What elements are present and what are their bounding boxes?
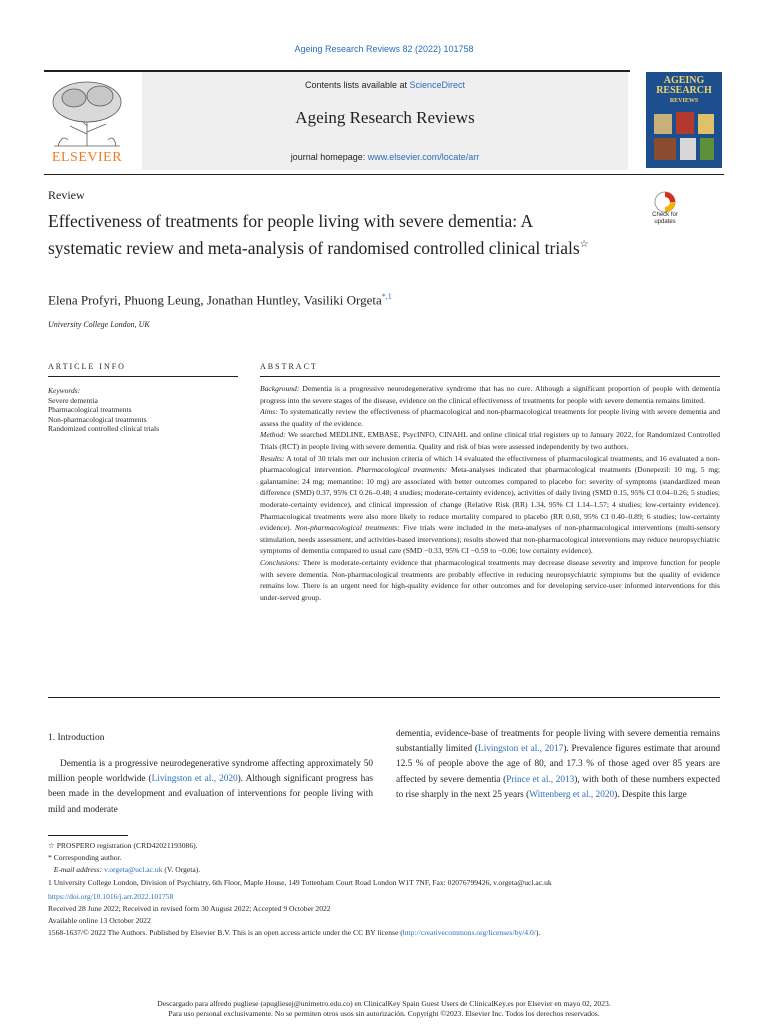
contents-line xyxy=(142,80,628,90)
footnote-corresponding: * Corresponding author. xyxy=(48,853,122,863)
email-tail: (V. Orgeta). xyxy=(162,865,201,875)
contents-prefix: Contents lists available at xyxy=(304,80,410,90)
keyword-item: Severe dementia xyxy=(48,395,98,405)
header-rule xyxy=(44,174,724,175)
intro-left-column xyxy=(48,757,373,818)
abstract-body xyxy=(260,383,720,603)
cover-artwork xyxy=(650,110,718,164)
author-marks[interactable]: *,1 xyxy=(381,292,392,301)
intro-text: ). Prevalence figures estimate that around 12.5 % of people above the age of 80, and 17.3 % of those aged over 85 years are affected by severe dementia ( xyxy=(396,744,721,785)
check-label-line: updates xyxy=(654,218,676,225)
title-footnote-mark[interactable]: ☆ xyxy=(579,239,589,250)
citation-link[interactable]: Livingston et al., 2017 xyxy=(478,744,564,755)
introduction-heading: 1. Introduction xyxy=(48,733,105,743)
intro-right-column xyxy=(396,727,720,803)
license-text: 1568-1637/© 2022 The Authors. Published by Elsevier B.V. This is an open access article under the CC BY license ( xyxy=(48,928,403,938)
abstract-text: Five trials were included in the meta-analyses of non-pharmacological interventions (multi-sensory stimulation, needs assessment, and activities-based interventions); results showed that non-pharmacological interventions may reduce neuropsychiatric symptoms of dementia compared to usual care (SMD −0.33, 95% CI −0.59 to −0.06; low certainty evidence). xyxy=(260,523,720,556)
journal-homepage xyxy=(142,152,628,162)
footnote-email xyxy=(48,864,728,876)
abstract-background xyxy=(260,383,720,406)
citation-link[interactable]: Wittenberg et al., 2020 xyxy=(529,789,615,800)
intro-text: Dementia is a progressive neurodegenerative syndrome affecting approximately 50 million people worldwide ( xyxy=(48,759,373,785)
keyword-item: Pharmacological treatments xyxy=(48,405,132,414)
abstract-text: A total of 30 trials met our inclusion criteria of which 14 evaluated the effectiveness of pharmacological treatments, and 16 evaluated a non-pharmacological intervention. xyxy=(260,453,720,475)
citation-link[interactable]: Prince et al., 2013 xyxy=(506,774,575,785)
journal-title: Ageing Research Reviews xyxy=(295,108,475,127)
cover-title xyxy=(646,76,722,106)
intro-text: dementia, evidence-base of treatments for people living with severe dementia remains substantially limited ( xyxy=(396,729,720,755)
cover-title-line: AGEING xyxy=(663,75,705,86)
doi-link[interactable]: https://doi.org/10.1016/j.arr.2022.101758 xyxy=(48,891,174,901)
author-list xyxy=(48,292,392,308)
download-notice xyxy=(0,999,768,1019)
download-notice-line: Para uso personal exclusivamente. No se permiten otros usos sin autorización. Copyright ©2023. Elsevier Inc. Todos los derechos reservados. xyxy=(168,1009,600,1018)
abstract-label: Conclusions: xyxy=(260,557,301,567)
check-for-updates-label[interactable] xyxy=(640,212,690,225)
abstract-rule xyxy=(260,376,720,377)
footnote-prospero: ☆ PROSPERO registration (CRD42021193086). xyxy=(48,841,198,850)
license-text: ). xyxy=(535,928,541,938)
author-names[interactable]: Elena Profyri, Phuong Leung, Jonathan Huntley, Vasiliki Orgeta xyxy=(48,292,382,308)
keywords-block xyxy=(48,386,238,434)
abstract-text: There is moderate-certainty evidence that pharmacological treatments may decrease disease severity and improve function for people with severe dementia. Non-pharmacological treatments are probably effective in reducing neuropsychiatric symptoms but the quality of evidence remains low. There is an urgent need for high-quality evidence for other outcomes and for developing service-user informed interventions for this under-served group. xyxy=(260,557,720,602)
abstract-label: Method: xyxy=(260,430,286,440)
intro-paragraph xyxy=(396,727,720,803)
abstract-text: We searched MEDLINE, EMBASE, PsycINFO, CINAHL and online clinical trial registers up to January 2022, for Randomized Controlled Trials (RCT) in people living with severe dementia. Quality and risk of bias were assessed independently by two authors. xyxy=(260,430,720,451)
keyword-item: Non-pharmacological treatments xyxy=(48,414,147,424)
citation-link[interactable]: Livingston et al., 2020 xyxy=(151,774,238,785)
intro-text: ). Although significant progress has been made in the development and evaluation of interventions for people living with mild and moderate xyxy=(48,774,373,815)
available-online: Available online 13 October 2022 xyxy=(48,916,151,926)
abstract-bottom-rule xyxy=(48,697,720,698)
footnote-affiliation: 1 University College London, Division of Psychiatry, 6th Floor, Maple House, 149 Tottenham Court Road London W1T 7NF, Fax: 02076799426, v.orgeta@ucl.ac.uk xyxy=(48,877,552,887)
abstract-text: Dementia is a progressive neurodegenerative syndrome that has no cure. Although a significant proportion of people with dementia progress into the severe stages of the disease, evidence on the clinical effectiveness of treatments for people with severe dementia remains limited. xyxy=(260,384,720,405)
footnote-rule xyxy=(48,835,128,836)
intro-paragraph xyxy=(48,757,373,818)
abstract-results xyxy=(260,453,720,557)
homepage-link[interactable]: www.elsevier.com/locate/arr xyxy=(367,152,480,162)
abstract-sublabel: Pharmacological treatments: xyxy=(356,465,448,475)
cover-title-line: REVIEWS xyxy=(669,98,699,104)
intro-text: ), with both of these numbers expected to rise sharply in the next 25 years ( xyxy=(396,774,721,800)
abstract-text: Meta-analyses indicated that pharmacological treatments (Donepezil: 10 mg, 5 mg; galantamine: 24 mg; memantine: 10 mg) are associated with better outcomes compared to placebo for: severity of symptoms (standardized mean difference (SMD) 0.37, 95% CI 0.26–0.48; 4 studies; moderate-certainty evidence), activities of daily living (SMD 0.15, 95% CI 0.04–0.26; 5 studies; moderate-certainty evidence), and clinical impression of change (Relative Risk (RR) 1.34, 95% CI 1.14–1.57; 4 studies; low-certainty evidence). Pharmacological treatments were also more likely to reduce mortality compared to placebo (RR 0.60, 95% CI 0.40–0.89; 6 studies; low-certainty evidence). xyxy=(260,465,721,533)
abstract-conclusions xyxy=(260,557,720,603)
abstract-label: Aims: xyxy=(260,407,278,417)
intro-text: ). Despite this large xyxy=(614,789,687,800)
download-notice-line: Descargado para alfredo pugliese (apugliesej@unimetro.edu.co) en ClinicalKey Spain Guest Users de ClinicalKey.es por Elsevier en mayo 02, 2023. xyxy=(157,999,611,1008)
article-type: Review xyxy=(48,188,85,202)
article-title xyxy=(48,210,608,260)
footnotes xyxy=(48,840,728,940)
article-info-heading: ARTICLE INFO xyxy=(48,362,126,371)
check-label-line: Check for xyxy=(652,212,678,218)
keyword-item: Randomized controlled clinical trials xyxy=(48,424,160,433)
email-link[interactable]: v.orgeta@ucl.ac.uk xyxy=(104,865,163,875)
affiliation: University College London, UK xyxy=(48,320,150,329)
abstract-heading: ABSTRACT xyxy=(260,362,318,371)
keywords-label: Keywords: xyxy=(48,386,81,395)
sciencedirect-link[interactable]: ScienceDirect xyxy=(409,80,466,90)
license-link[interactable]: http://creativecommons.org/licenses/by/4.0/ xyxy=(402,928,536,938)
abstract-method xyxy=(260,429,720,452)
elsevier-wordmark: ELSEVIER xyxy=(51,150,123,165)
abstract-label: Results: xyxy=(260,453,285,463)
email-label: E-mail address: xyxy=(53,865,105,875)
abstract-text: To systematically review the effectiveness of pharmacological and non-pharmacological treatments for people living with severe dementia and assess the quality of the evidence. xyxy=(260,407,721,428)
journal-reference[interactable]: Ageing Research Reviews 82 (2022) 101758 xyxy=(294,44,474,54)
received-dates: Received 28 June 2022; Received in revised form 30 August 2022; Accepted 9 October 2022 xyxy=(48,904,331,914)
cover-title-line: RESEARCH xyxy=(656,85,712,96)
article-info-rule xyxy=(48,376,238,377)
abstract-label: Background: xyxy=(260,384,300,393)
homepage-prefix: journal homepage: xyxy=(290,152,368,162)
license-line xyxy=(48,927,728,939)
article-title-text: Effectiveness of treatments for people living with severe dementia: A systematic review and meta-analysis of randomised controlled clinical trials xyxy=(48,211,580,258)
abstract-sublabel: Non-pharmacological treatments: xyxy=(294,523,400,533)
abstract-aims xyxy=(260,406,720,429)
